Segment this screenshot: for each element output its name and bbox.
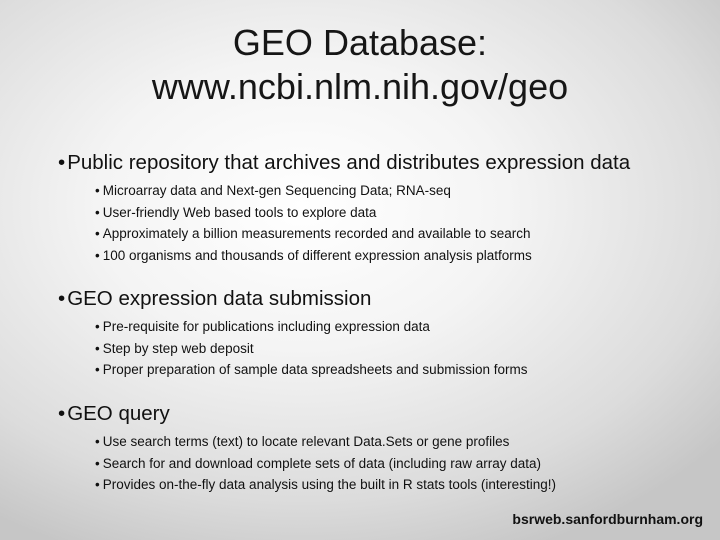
section-heading: [58, 401, 708, 427]
slide-title: [0, 21, 720, 109]
bullet-icon: •: [95, 434, 100, 449]
section-heading: [58, 150, 708, 176]
section-heading-text: GEO query: [67, 402, 170, 425]
section-public-repository: [58, 150, 708, 266]
section-heading-text: Public repository that archives and distributes expression data: [67, 151, 631, 174]
section-heading-text: GEO expression data submission: [67, 287, 372, 310]
list-item-text: Approximately a billion measurements recorded and available to search: [102, 226, 531, 241]
bullet-icon: •: [95, 340, 100, 356]
sub-bullet-list: [95, 180, 708, 266]
list-item: [95, 359, 708, 381]
list-item-text: User-friendly Web based tools to explore data: [102, 204, 377, 220]
bullet-icon: •: [95, 183, 100, 198]
list-item: [95, 180, 708, 202]
bullet-icon: •: [95, 204, 100, 220]
bullet-icon: •: [58, 402, 66, 425]
section-heading: [58, 286, 708, 312]
list-item: [95, 453, 708, 475]
sub-bullet-list: [95, 316, 708, 381]
list-item-text: Use search terms (text) to locate relevant Data.Sets or gene profiles: [102, 434, 510, 449]
bullet-icon: •: [95, 455, 100, 471]
list-item-text: Pre-requisite for publications including expression data: [102, 319, 430, 334]
section-data-submission: [58, 286, 708, 381]
bullet-icon: •: [58, 287, 66, 310]
list-item-text: Provides on-the-fly data analysis using the built in R stats tools (interesting!): [102, 477, 556, 492]
title-line-2: www.ncbi.nlm.nih.gov/geo: [151, 66, 569, 107]
source-credit: bsrweb.sanfordburnham.org: [512, 511, 703, 527]
list-item-text: Proper preparation of sample data spreadsheets and submission forms: [102, 362, 528, 377]
bullet-icon: •: [95, 477, 100, 492]
list-item: [95, 338, 708, 360]
list-item: [95, 474, 708, 496]
list-item-text: Search for and download complete sets of data (including raw array data): [102, 455, 541, 471]
list-item: [95, 316, 708, 338]
section-geo-query: [58, 401, 708, 496]
title-line-1: GEO Database:: [232, 22, 488, 63]
bullet-icon: •: [95, 362, 100, 377]
bullet-icon: •: [95, 247, 100, 263]
list-item: [95, 223, 708, 245]
list-item: [95, 431, 708, 453]
list-item: [95, 202, 708, 224]
list-item-text: 100 organisms and thousands of different expression analysis platforms: [102, 247, 532, 263]
list-item-text: Microarray data and Next-gen Sequencing Data; RNA-seq: [102, 183, 451, 198]
bullet-icon: •: [58, 151, 66, 174]
list-item-text: Step by step web deposit: [102, 340, 254, 356]
list-item: [95, 245, 708, 267]
sub-bullet-list: [95, 431, 708, 496]
bullet-icon: •: [95, 319, 100, 334]
bullet-icon: •: [95, 226, 100, 241]
